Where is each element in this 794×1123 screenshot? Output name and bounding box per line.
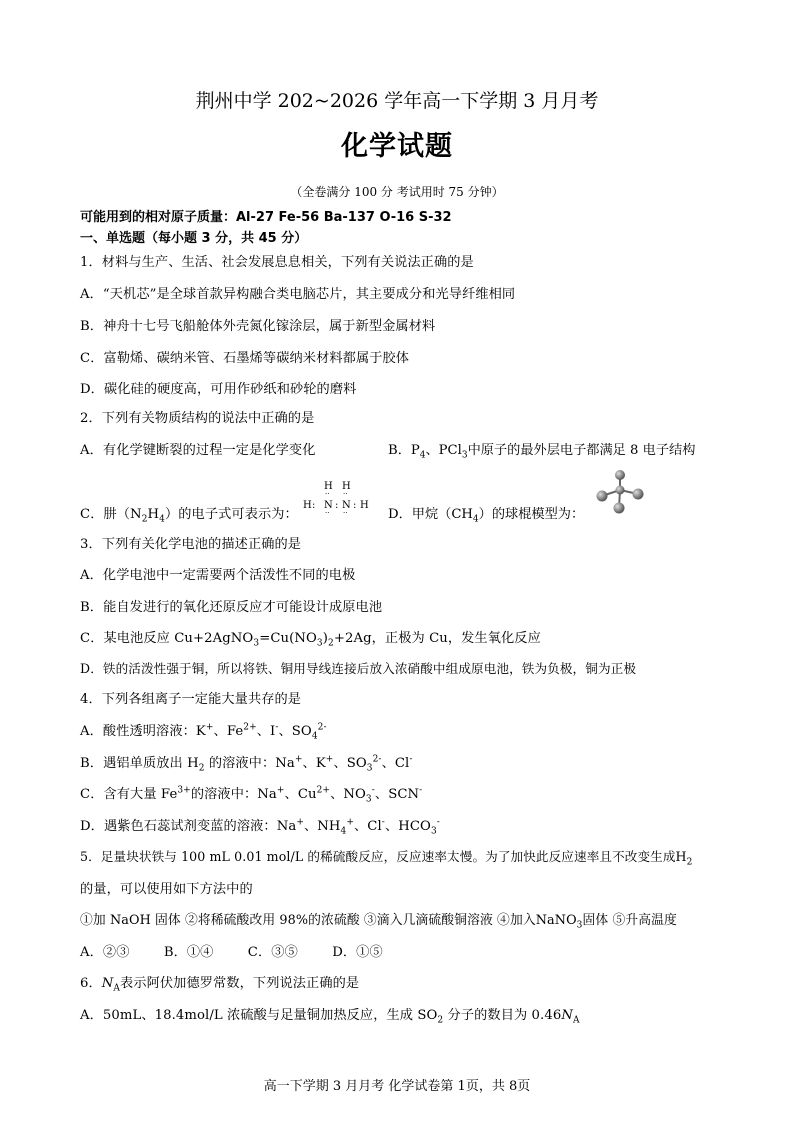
h-ball xyxy=(615,470,625,480)
h-atom-right: H xyxy=(360,500,369,511)
electron-pair: : xyxy=(353,500,357,511)
h-atom-top-right: H xyxy=(342,481,351,492)
question-4-option-b: B．遇铝单质放出 $H_2$ 的溶液中：Na+、K+、$SO_3^{2-}$、Cl- xyxy=(80,754,413,774)
question-5-options: A．②③ B．①④ C．③⑤ D．①⑤ xyxy=(80,945,383,960)
n-atom-right: N xyxy=(342,500,351,511)
question-1-option-b: B．神舟十七号飞船舱体外壳氮化镓涂层，属于新型金属材料 xyxy=(80,319,436,334)
section-heading: 一、单选题（每小题 3 分，共 45 分） xyxy=(80,231,308,246)
electron-pair: : xyxy=(335,500,339,511)
exam-info: （全卷满分 100 分 考试用时 75 分钟） xyxy=(290,185,504,199)
question-3-stem: 3．下列有关化学电池的描述正确的是 xyxy=(80,537,302,552)
question-2-option-b: B．$P_4$、PCl$_3$中原子的最外层电子都满足 8 电子结构 xyxy=(388,443,696,461)
h-ball xyxy=(633,489,644,500)
question-5-methods: ①加 NaOH 固体 ②将稀硫酸改用 98%的浓硫酸 ③滴入几滴硫酸铜溶液 ④加入NaNO$_3$固体 ⑤升高温度 xyxy=(80,913,677,931)
question-4-option-d: D．遇紫色石蕊试剂变蓝的溶液：Na+、$NH_4^+$、Cl-、$HCO_3^-$ xyxy=(80,817,440,837)
question-3-option-b: B．能自发进行的氧化还原反应才可能设计成原电池 xyxy=(80,600,383,615)
question-4-option-a: A．酸性透明溶液：K+、$Fe^{2+}$、I-、$SO_4^{2-}$ xyxy=(80,722,327,742)
h-ball xyxy=(614,503,625,514)
atomic-masses: 可能用到的相对原子质量：Al-27 Fe-56 Ba-137 O-16 S-32 xyxy=(80,210,452,225)
question-1-stem: 1．材料与生产、生活、社会发展息息相关，下列有关说法正确的是 xyxy=(80,255,474,270)
electron-pair: ·· xyxy=(343,490,348,498)
h-atom-left: H xyxy=(303,500,312,511)
question-3-option-c: C．某电池反应 $Cu+2AgNO_3=Cu(NO_3)_2+2Ag$，正极为 Cu，发生氧化反应 xyxy=(80,631,541,649)
question-2-option-c: C．肼$(N_2H_4)$的电子式可表示为： xyxy=(80,507,298,525)
h-atom-top-left: H xyxy=(324,481,333,492)
question-4-option-c: C．含有大量 $Fe^{3+}$的溶液中：Na+、$Cu^{2+}$、$NO_3^-$、SCN- xyxy=(80,785,423,805)
electron-pair: ·· xyxy=(325,490,330,498)
question-1-option-d: D．碳化硅的硬度高，可用作砂纸和砂轮的磨料 xyxy=(80,382,357,397)
question-2-option-d: D．甲烷$(CH_4)$的球棍模型为： xyxy=(388,507,585,525)
exam-title: 荆州中学 202~2026 学年高一下学期 3 月月考 xyxy=(195,90,599,112)
c-ball xyxy=(616,486,625,495)
question-6-option-a: A．50mL、18.4mol/L 浓硫酸与足量铜加热反应，生成 $SO_2$ 分子的数目为 $0.46N_A$ xyxy=(80,1008,580,1026)
question-5-stem: 5．足量块状铁与 100 mL 0.01 mol/L 的稀硫酸反应，反应速率太慢。为了加快此反应速率且不改变生成$H_2$ xyxy=(80,849,693,868)
hydrazine-electron-formula xyxy=(302,478,372,518)
electron-pair: : xyxy=(312,500,316,511)
electron-pair: ·· xyxy=(343,509,348,517)
question-6-stem: 6．$N_A$表示阿伏加德罗常数，下列说法正确的是 xyxy=(80,976,360,994)
h-ball xyxy=(597,491,608,502)
subject-title: 化学试题 xyxy=(341,131,453,162)
page-footer: 高一下学期 3 月月考 化学试卷第 1页，共 8页 xyxy=(263,1079,531,1094)
n-atom-left: N xyxy=(324,500,333,511)
question-5-stem-continued: 的量，可以使用如下方法中的 xyxy=(80,882,253,897)
electron-pair: ·· xyxy=(325,509,330,517)
question-3-option-d: D．铁的活泼性强于铜，所以将铁、铜用导线连接后放入浓硝酸中组成原电池，铁为负极，铜为正极 xyxy=(80,661,637,676)
methane-ball-stick-model xyxy=(594,470,646,516)
question-2-option-a: A．有化学键断裂的过程一定是化学变化 xyxy=(80,443,316,458)
question-2-stem: 2．下列有关物质结构的说法中正确的是 xyxy=(80,411,315,426)
question-1-option-a: A．“天机芯”是全球首款异构融合类电脑芯片，其主要成分和光导纤维相同 xyxy=(80,287,516,302)
question-3-option-a: A．化学电池中一定需要两个活泼性不同的电极 xyxy=(80,568,356,583)
question-1-option-c: C．富勒烯、碳纳米管、石墨烯等碳纳米材料都属于胶体 xyxy=(80,351,410,366)
question-4-stem: 4．下列各组离子一定能大量共存的是 xyxy=(80,692,302,707)
